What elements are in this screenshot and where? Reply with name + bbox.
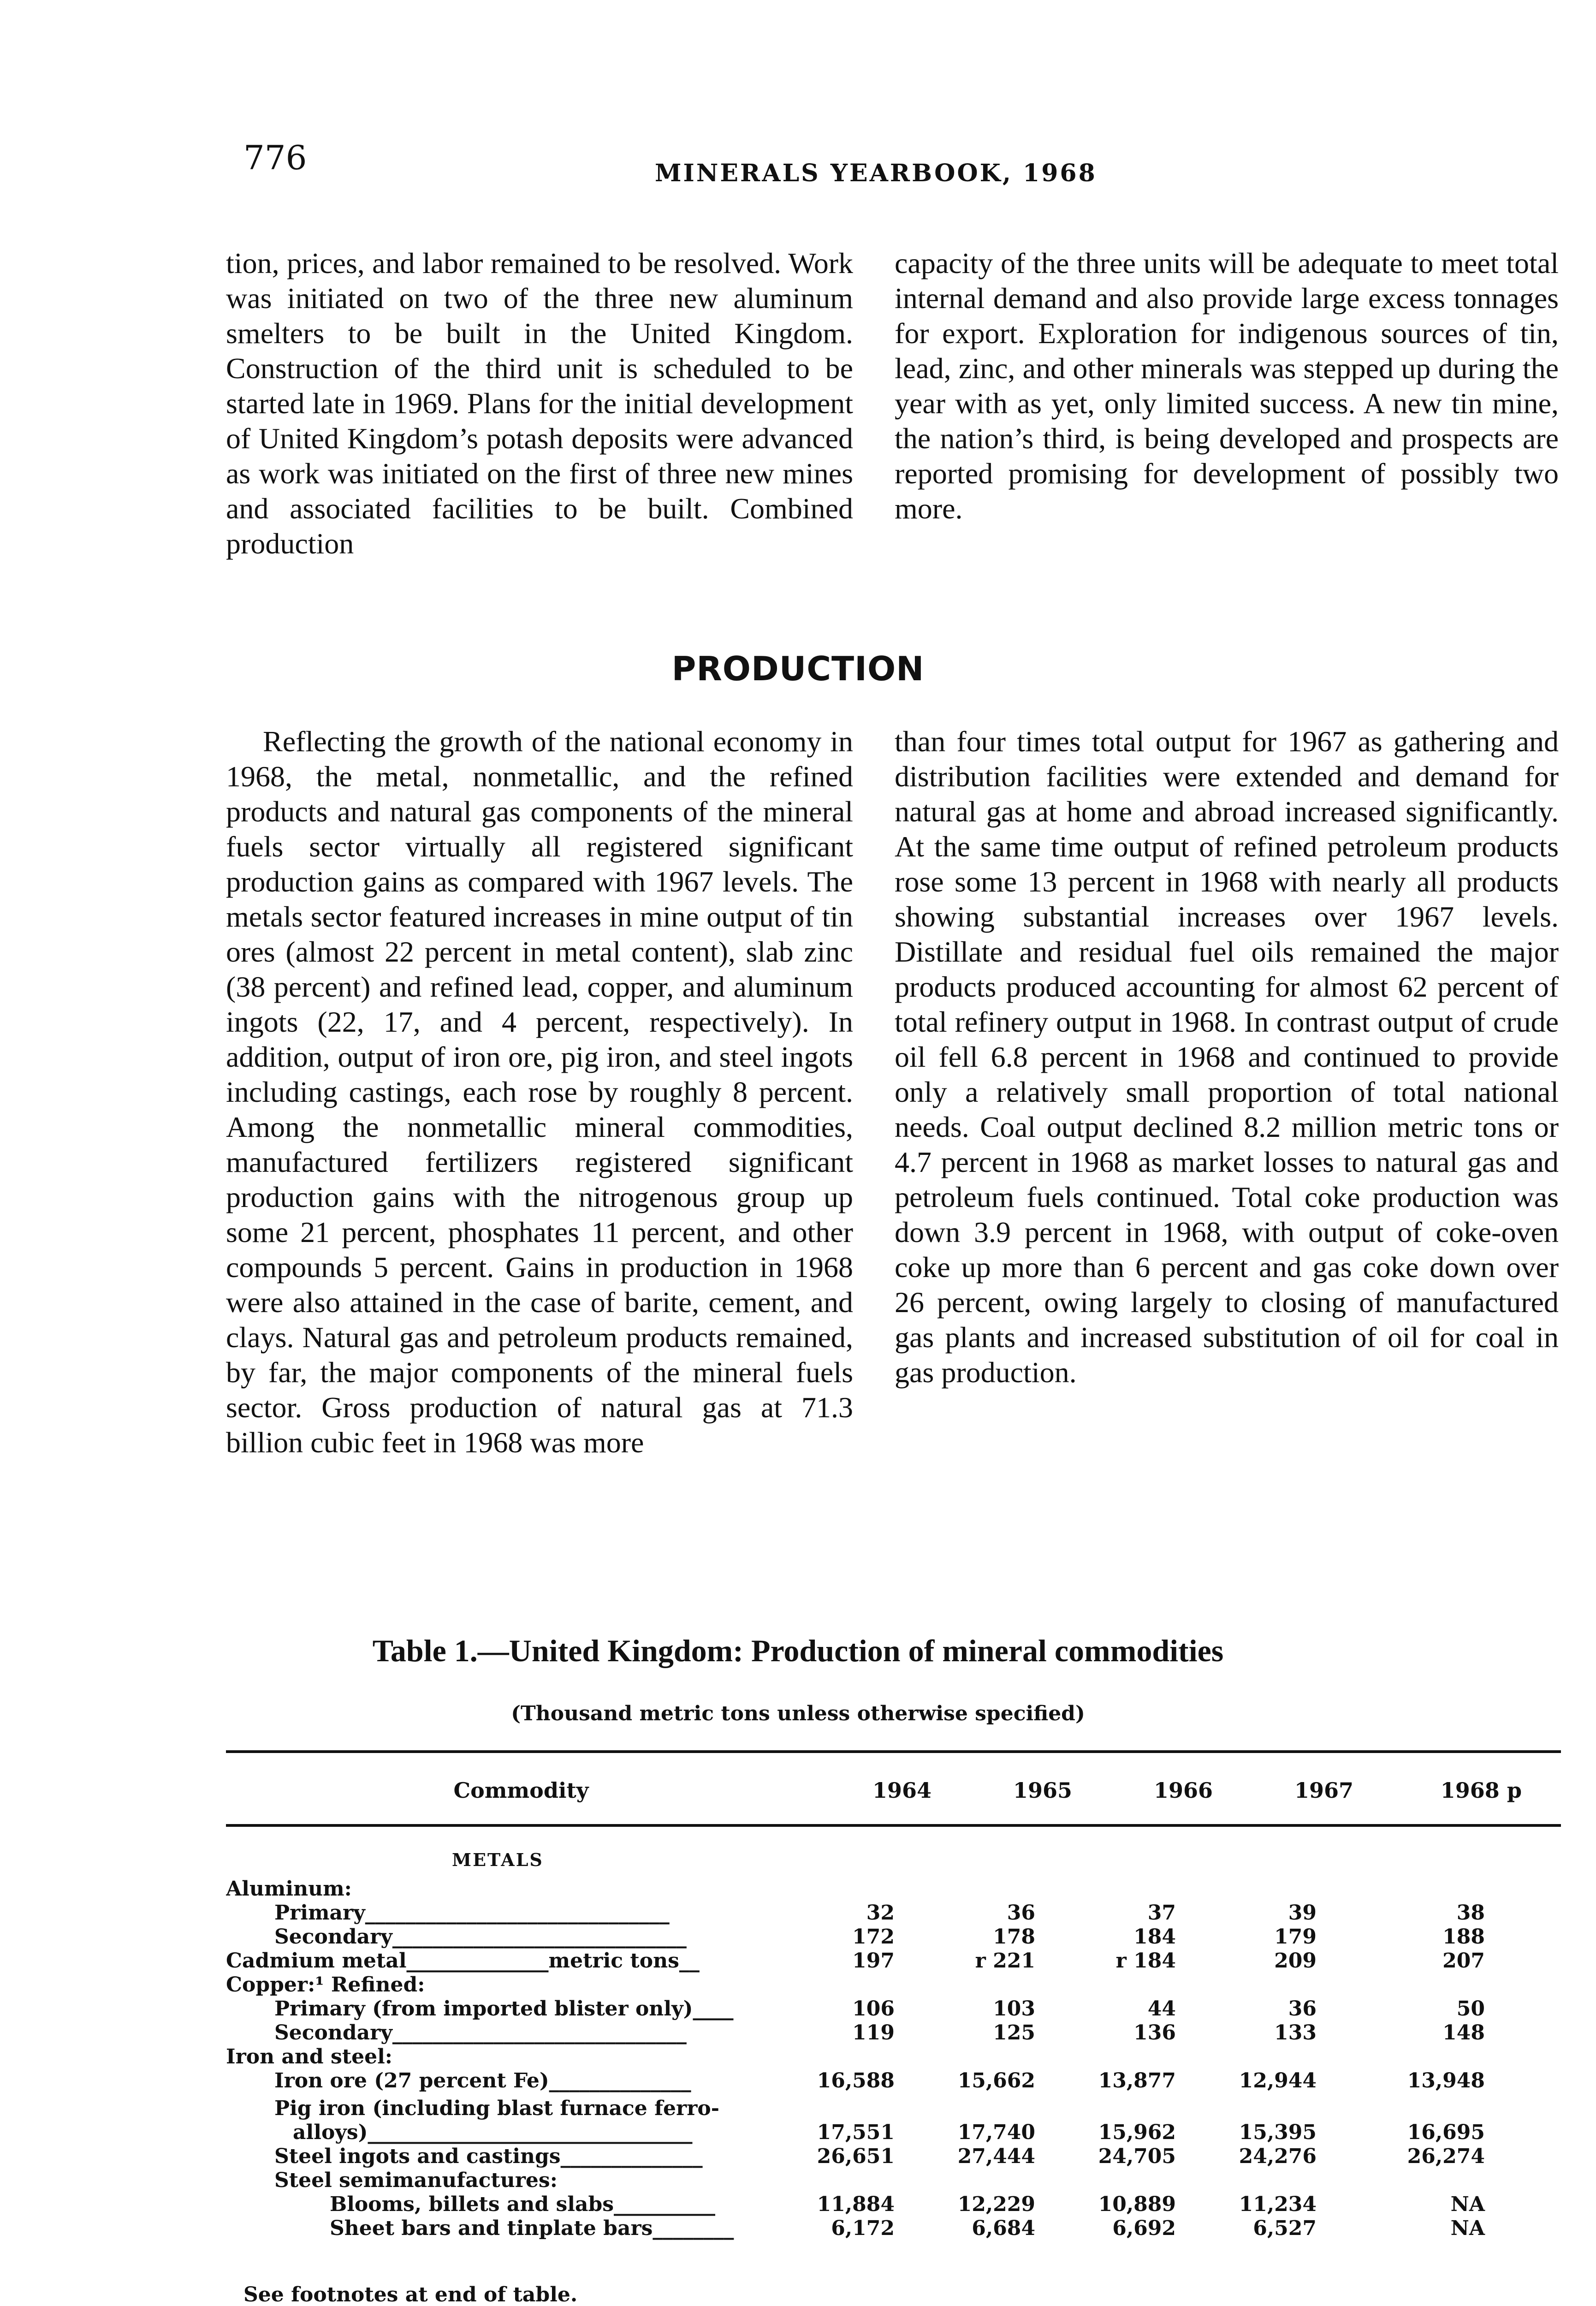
cell-1965: 125 — [993, 2021, 1035, 2044]
row-label: Secondary_____________________________ — [274, 1925, 687, 1949]
page-number: 776 — [243, 138, 307, 177]
cell-1966: 24,705 — [1098, 2145, 1176, 2168]
cell-1965: 178 — [993, 1925, 1035, 1949]
header-1964: 1964 — [872, 1778, 931, 1803]
production-right-column — [895, 724, 1559, 1390]
cell-1965: r 221 — [975, 1949, 1035, 1973]
cell-1966: r 184 — [1115, 1949, 1176, 1973]
table-row — [226, 2069, 1561, 2097]
row-label: Primary (from imported blister only)____ — [274, 1997, 734, 2021]
row-label: Secondary_____________________________ — [274, 2021, 687, 2044]
intro-right-paragraph: capacity of the three units will be adequate to meet total internal demand and also provide large excess tonnages for export. Exploration for indigenous sources of tin, lead, zinc, and other minerals was stepped up during the year with as yet, only limited success. A new tin mine, the nation’s third, is being developed and prospects are reported promising for development of possibly two more. — [895, 247, 1559, 525]
table-header-rule — [226, 1824, 1561, 1827]
header-1967: 1967 — [1294, 1778, 1353, 1803]
cell-1968: 13,948 — [1407, 2069, 1485, 2092]
table-row — [226, 2097, 1561, 2121]
cell-1966: 37 — [1147, 1901, 1176, 1925]
cell-1966: 13,877 — [1098, 2069, 1176, 2092]
table-row — [226, 2193, 1561, 2217]
row-label: Primary______________________________ — [274, 1901, 670, 1925]
running-title: MINERALS YEARBOOK, 1968 — [655, 159, 1097, 187]
cell-1968: 148 — [1442, 2021, 1485, 2044]
cell-1967: 133 — [1274, 2021, 1317, 2044]
row-label: Sheet bars and tinplate bars________ — [330, 2217, 734, 2240]
cell-1968: NA — [1450, 2193, 1485, 2216]
cell-1965: 103 — [993, 1997, 1035, 2021]
row-label: Aluminum: — [226, 1877, 352, 1901]
section-label-metals: METALS — [452, 1849, 544, 1870]
cell-1968: 38 — [1456, 1901, 1485, 1925]
table-row — [226, 1877, 1561, 1901]
table-row — [226, 1973, 1561, 1997]
cell-1965: 6,684 — [972, 2217, 1035, 2240]
cell-1968: 26,274 — [1407, 2145, 1485, 2168]
cell-1966: 6,692 — [1112, 2217, 1176, 2240]
cell-1964: 197 — [852, 1949, 895, 1973]
cell-1967: 15,395 — [1239, 2121, 1317, 2144]
header-1966: 1966 — [1153, 1778, 1213, 1803]
cell-1967: 11,234 — [1239, 2193, 1317, 2216]
cell-1964: 11,884 — [817, 2193, 895, 2216]
cell-1964: 26,651 — [817, 2145, 895, 2168]
cell-1967: 36 — [1288, 1997, 1317, 2021]
cell-1967: 39 — [1288, 1901, 1317, 1925]
cell-1967: 179 — [1274, 1925, 1317, 1949]
table-row — [226, 1849, 1561, 1877]
production-right-paragraph: than four times total output for 1967 as gathering and distribution facilities were extended and demand for natural gas at home and abroad increased significantly. At the same time output of refined petroleum products rose some 13 percent in 1968 with nearly all products showing substantial increases over 1967 levels. Distillate and residual fuel oils remained the major products produced accounting for almost 62 percent of total refinery output in 1968. In contrast output of crude oil fell 6.8 percent in 1968 and continued to provide only a relatively small proportion of total national needs. Coal output declined 8.2 million metric tons or 4.7 percent in 1968 as market losses to natural gas and petroleum fuels continued. Total coke production was down 3.9 percent in 1968, with output of coke-oven coke up more than 6 percent and gas coke down over 26 percent, owing largely to closing of manufactured gas plants and increased substitution of oil for coal in gas production. — [895, 725, 1559, 1389]
cell-1965: 15,662 — [957, 2069, 1035, 2092]
cell-1964: 6,172 — [831, 2217, 895, 2240]
cell-1964: 172 — [852, 1925, 895, 1949]
table-subtitle: (Thousand metric tons unless otherwise specified) — [511, 1702, 1085, 1725]
cell-1964: 119 — [852, 2021, 895, 2044]
cell-1968: 16,695 — [1407, 2121, 1485, 2144]
table-title: Table 1.—United Kingdom: Production of mineral commodities — [372, 1633, 1224, 1668]
table-row — [226, 1949, 1561, 1973]
row-label: Copper:¹ Refined: — [226, 1973, 425, 1997]
cell-1964: 16,588 — [817, 2069, 895, 2092]
intro-left-column — [226, 246, 853, 561]
cell-1964: 106 — [852, 1997, 895, 2021]
cell-1966: 10,889 — [1098, 2193, 1176, 2216]
row-label: Iron and steel: — [226, 2045, 393, 2068]
table-footnote: See footnotes at end of table. — [243, 2283, 578, 2306]
table-row — [226, 1901, 1561, 1925]
production-left-column — [226, 724, 853, 1460]
row-label: Steel ingots and castings______________ — [274, 2145, 703, 2168]
intro-right-column — [895, 246, 1559, 526]
cell-1965: 27,444 — [957, 2145, 1035, 2168]
table-body — [226, 1849, 1561, 2241]
cell-1966: 184 — [1133, 1925, 1176, 1949]
table-row — [226, 2169, 1561, 2193]
cell-1968: 207 — [1442, 1949, 1485, 1973]
intro-left-paragraph: tion, prices, and labor remained to be resolved. Work was initiated on two of the three new aluminum smelters to be built in the United Kingdom. Construction of the third unit is scheduled to be started late in 1969. Plans for the initial development of United Kingdom’s potash deposits were advanced as work was initiated on the first of three new mines and associated facilities to be built. Combined production — [226, 247, 853, 560]
header-1965: 1965 — [1013, 1778, 1072, 1803]
header-commodity: Commodity — [453, 1778, 589, 1803]
cell-1965: 17,740 — [957, 2121, 1035, 2144]
table-row — [226, 2121, 1561, 2145]
row-label: Iron ore (27 percent Fe)______________ — [274, 2069, 691, 2092]
cell-1968: NA — [1450, 2217, 1485, 2240]
header-1968: 1968 p — [1440, 1778, 1522, 1803]
cell-1964: 17,551 — [817, 2121, 895, 2144]
row-label: Blooms, billets and slabs__________ — [330, 2193, 715, 2216]
table-row — [226, 2021, 1561, 2045]
production-heading: PRODUCTION — [671, 649, 925, 688]
cell-1968: 50 — [1456, 1997, 1485, 2021]
table-row — [226, 1925, 1561, 1949]
cell-1967: 6,527 — [1253, 2217, 1317, 2240]
row-label: Pig iron (including blast furnace ferro- — [274, 2097, 720, 2120]
row-label: alloys)________________________________ — [293, 2121, 693, 2144]
row-label: Steel semimanufactures: — [274, 2169, 558, 2192]
table-row — [226, 2045, 1561, 2069]
cell-1968: 188 — [1442, 1925, 1485, 1949]
cell-1965: 12,229 — [957, 2193, 1035, 2216]
table-row — [226, 2145, 1561, 2169]
cell-1966: 15,962 — [1098, 2121, 1176, 2144]
cell-1965: 36 — [1007, 1901, 1035, 1925]
cell-1967: 24,276 — [1239, 2145, 1317, 2168]
cell-1966: 44 — [1147, 1997, 1176, 2021]
table-row — [226, 2217, 1561, 2241]
cell-1964: 32 — [866, 1901, 895, 1925]
cell-1967: 12,944 — [1239, 2069, 1317, 2092]
row-label: Cadmium metal______________metric tons__ — [226, 1949, 700, 1973]
production-left-paragraph: Reflecting the growth of the national economy in 1968, the metal, nonmetallic, and the refined products and natural gas components of the mineral fuels sector virtually all registered significant production gains as compared with 1967 levels. The metals sector featured increases in mine output of tin ores (almost 22 percent in metal content), slab zinc (38 percent) and refined lead, copper, and aluminum ingots (22, 17, and 4 percent, respectively). In addition, output of iron ore, pig iron, and steel ingots including castings, each rose by roughly 8 percent. Among the nonmetallic mineral commodities, manufactured fertilizers registered significant production gains with the nitrogenous group up some 21 percent, phosphates 11 percent, and other compounds 5 percent. Gains in production in 1968 were also attained in the case of barite, cement, and clays. Natural gas and petroleum products remained, by far, the major components of the mineral fuels sector. Gross production of natural gas at 71.3 billion cubic feet in 1968 was more — [226, 725, 853, 1459]
cell-1966: 136 — [1133, 2021, 1176, 2044]
table-row — [226, 1997, 1561, 2021]
table-top-rule — [226, 1750, 1561, 1753]
cell-1967: 209 — [1274, 1949, 1317, 1973]
